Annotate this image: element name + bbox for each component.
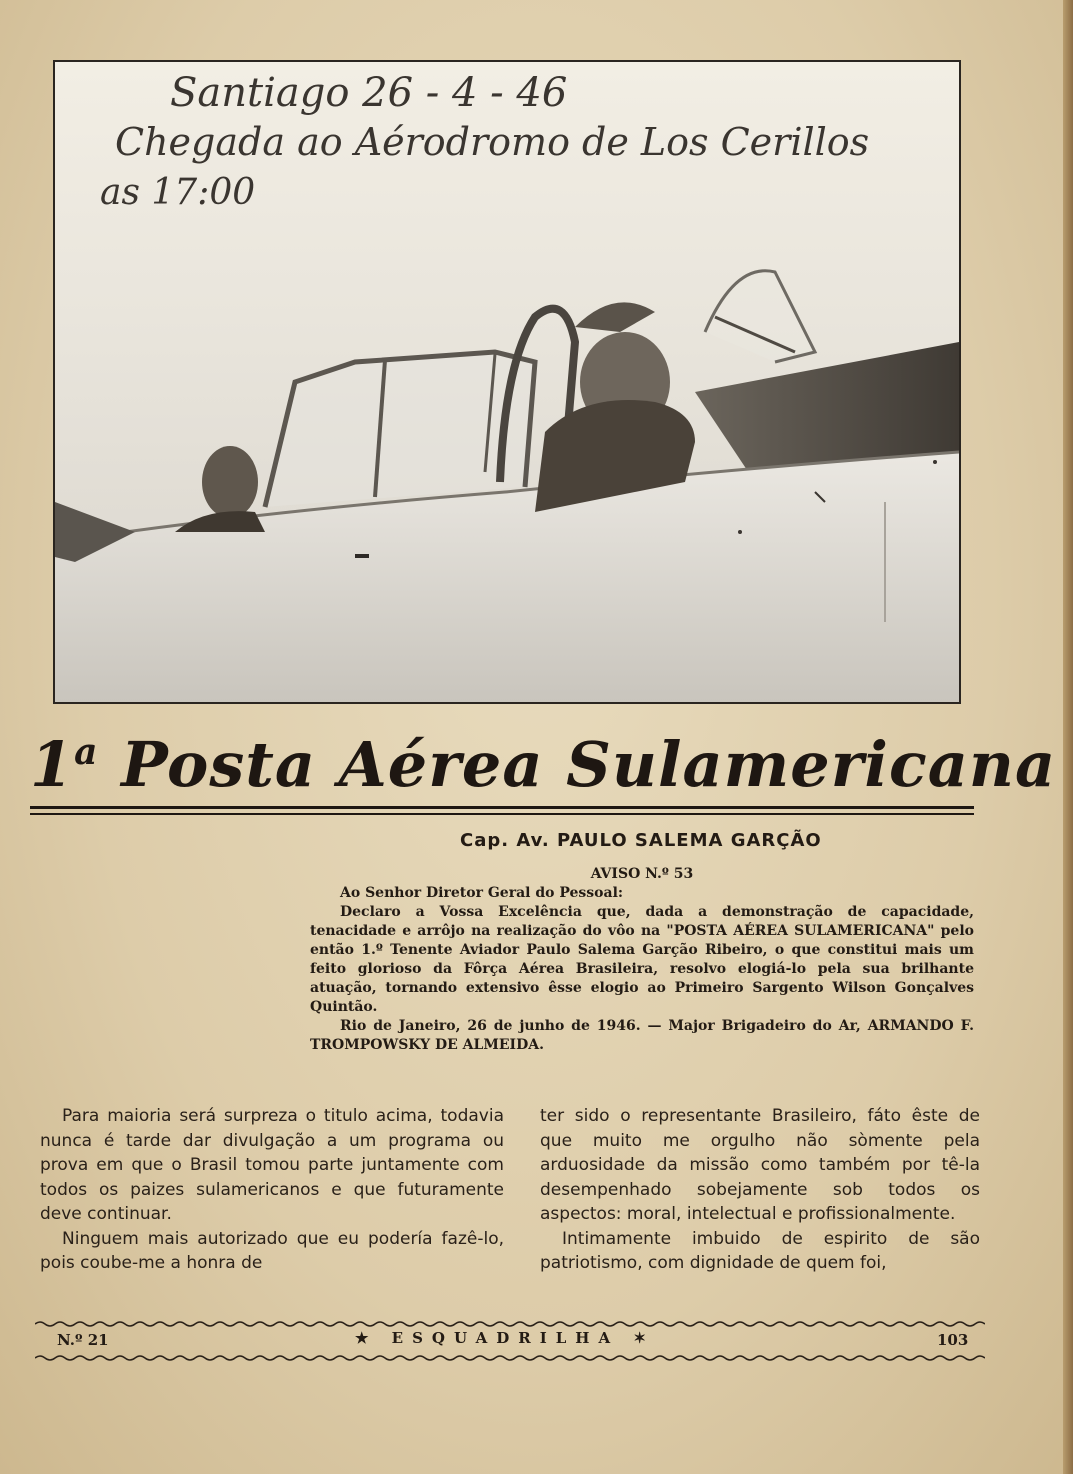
title-rule	[30, 806, 974, 809]
issue-number: N.º 21	[57, 1331, 109, 1349]
magazine-name: ★ ESQUADRILHA ✶	[355, 1329, 655, 1347]
photograph	[53, 60, 961, 704]
paragraph: Para maioria será surpreza o titulo acima, todavia nunca é tarde dar divulgação a um programa ou prova em que o Brasil tomou parte juntamente com todos os paizes sulamericanos e que futuramente deve continuar.	[40, 1106, 504, 1224]
handwritten-note-line-3: as 17:00	[100, 172, 256, 213]
title-rule	[30, 813, 974, 815]
article-column-left	[40, 1104, 504, 1276]
official-notice	[310, 865, 974, 1055]
handwritten-note-line-1: Santiago 26 - 4 - 46	[170, 70, 568, 116]
wavy-rule-bottom	[35, 1354, 985, 1362]
paragraph: ter sido o representante Brasileiro, fáto êste de que muito me orgulho não sòmente pela arduosidade da missão como também por tê-la desempenhado sobejamente sob todos os aspectos: moral, intelectual e profissionalmente.	[540, 1106, 980, 1224]
article-title	[30, 728, 1057, 801]
title-superscript: a	[74, 731, 99, 773]
paragraph: Ninguem mais autorizado que eu podería fazê-lo, pois coube-me a honra de	[40, 1228, 504, 1273]
paragraph: Intimamente imbuido de espirito de são patriotismo, com dignidade de quem foi,	[540, 1228, 980, 1273]
page-number: 103	[937, 1331, 969, 1349]
wavy-rule-top	[35, 1320, 985, 1328]
article-column-right	[540, 1104, 980, 1276]
page-edge	[1063, 0, 1073, 1474]
notice-body: Declaro a Vossa Excelência que, dada a demonstração de capacidade, tenacidade e arrôjo na realização do vôo na "POSTA AÉREA SULAMERICANA" pelo então 1.º Tenente Aviador Paulo Salema Garção Ribeiro, o que constitui mais um feito glorioso da Fôrça Aérea Brasileira, resolvo elogiá-lo pela sua brilhante atuação, tornando extensivo êsse elogio ao Primeiro Sargento Wilson Gonçalves Quintão.	[310, 904, 974, 1015]
notice-greeting: Ao Senhor Diretor Geral do Pessoal:	[340, 885, 624, 901]
page-footer	[35, 1320, 985, 1370]
handwritten-note-line-2: Chegada ao Aérodromo de Los Cerillos	[115, 120, 870, 164]
article-author: Cap. Av. PAULO SALEMA GARÇÃO	[460, 830, 822, 851]
title-text: Posta Aérea Sulamericana	[121, 728, 1057, 801]
title-number: 1	[30, 728, 75, 801]
notice-heading: AVISO N.º 53	[590, 866, 694, 882]
notice-signature: Rio de Janeiro, 26 de junho de 1946. — Major Brigadeiro do Ar, ARMANDO F. TROMPOWSKY DE ALMEIDA.	[310, 1018, 974, 1053]
